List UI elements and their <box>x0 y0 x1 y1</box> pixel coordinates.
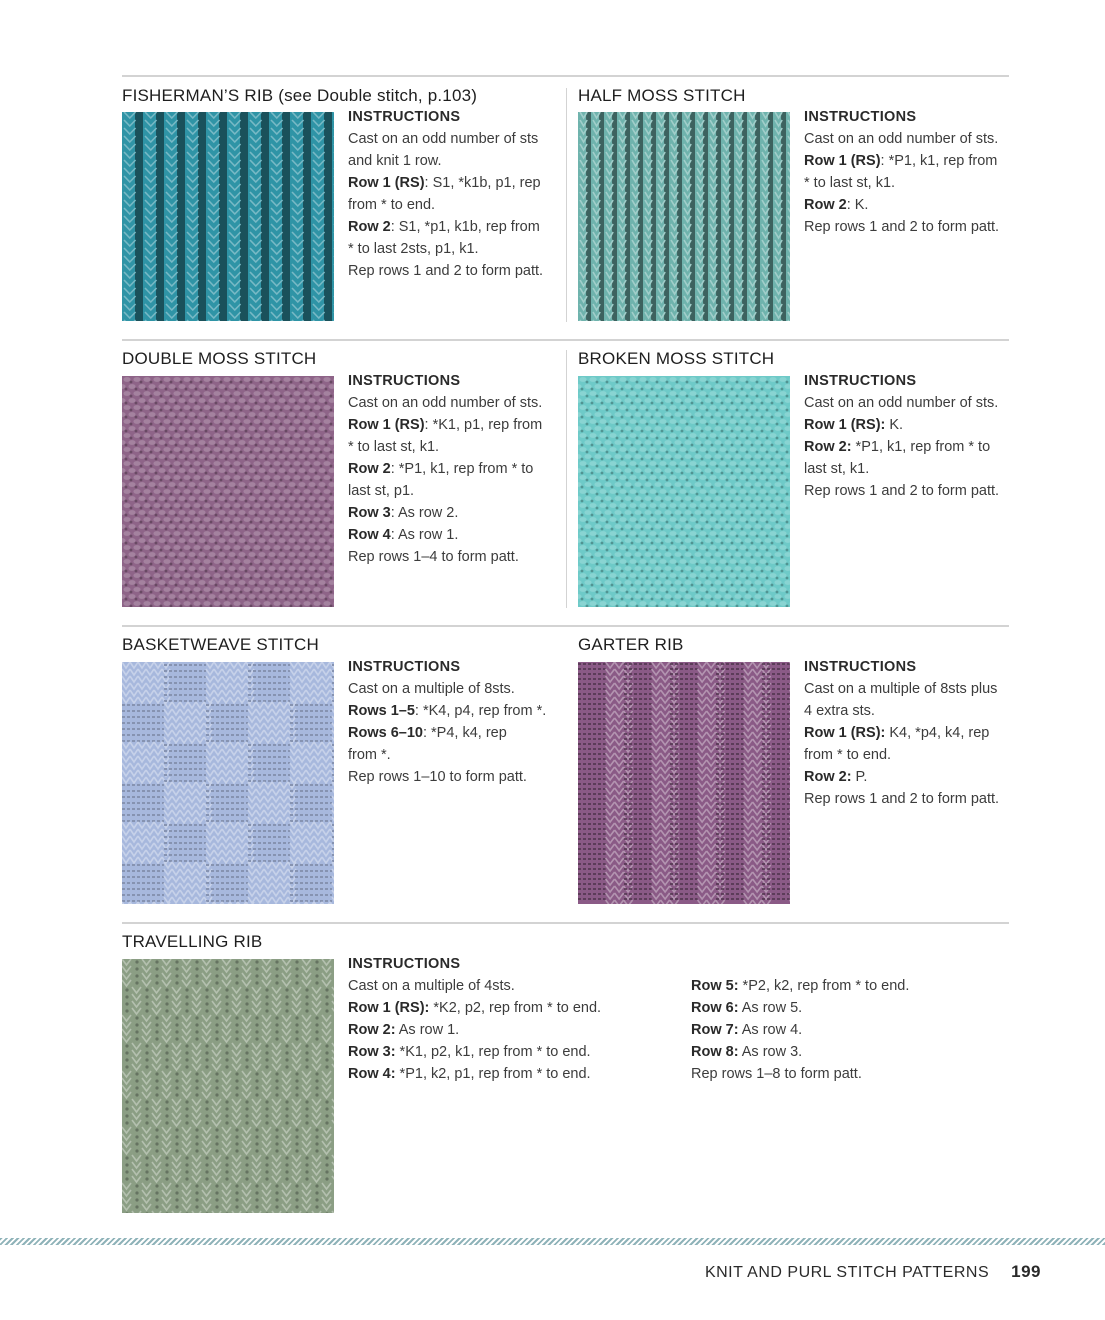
row-text: *K2, p2, rep from * to end. <box>429 1000 602 1016</box>
swatch-travelling-rib <box>122 959 334 1213</box>
knit-texture <box>578 662 790 904</box>
row-text: K4, *p4, k4, rep <box>885 725 990 741</box>
instructions-double-moss <box>348 370 542 568</box>
instruction-line <box>804 414 999 436</box>
row-text: Cast on a multiple of 8sts. <box>348 681 515 697</box>
instruction-line <box>691 975 909 997</box>
row-text: : *K1, p1, rep from <box>424 417 543 433</box>
row-text: Cast on an odd number of sts. <box>348 395 543 411</box>
section-title-broken-moss: BROKEN MOSS STITCH <box>578 349 775 368</box>
row-label: Row 2 <box>804 197 847 213</box>
row-text: Rep rows 1 and 2 to form patt. <box>804 483 1000 499</box>
swatch-double-moss <box>122 376 334 607</box>
knit-texture <box>122 959 334 1213</box>
instruction-line <box>348 150 543 172</box>
row-text: : *P1, k1, rep from * to <box>390 461 534 477</box>
row-text: and knit 1 row. <box>348 153 442 169</box>
instruction-line <box>804 458 999 480</box>
row-text: last st, p1. <box>348 483 415 499</box>
swatch-basketweave <box>122 662 334 904</box>
section-title-garter-rib: GARTER RIB <box>578 635 684 654</box>
row-text: * to last st, k1. <box>348 439 440 455</box>
instruction-line <box>804 700 999 722</box>
instruction-line <box>348 1019 601 1041</box>
row-label: Row 4: <box>348 1066 396 1082</box>
row-label: Row 2 <box>348 219 391 235</box>
row-text: Cast on an odd number of sts. <box>804 131 999 147</box>
instruction-line <box>804 436 999 458</box>
instruction-line <box>348 700 546 722</box>
row-label: Row 4 <box>348 527 391 543</box>
knit-texture <box>578 112 790 321</box>
instruction-line <box>348 436 542 458</box>
row-label: Row 2: <box>804 769 852 785</box>
instruction-line <box>804 480 999 502</box>
instruction-line <box>348 1041 601 1063</box>
instruction-line <box>804 722 999 744</box>
row-label: Row 3 <box>348 505 391 521</box>
column-divider <box>566 350 567 608</box>
instruction-line <box>348 997 601 1019</box>
section-title-fishermans-rib: FISHERMAN’S RIB (see Double stitch, p.103) <box>122 86 478 105</box>
knit-texture <box>122 662 334 904</box>
row-text: As row 3. <box>738 1044 803 1060</box>
instruction-line <box>348 172 543 194</box>
row-text: *P2, k2, rep from * to end. <box>738 978 910 994</box>
instruction-line <box>804 766 999 788</box>
row-text: : S1, *k1b, p1, rep <box>424 175 541 191</box>
instructions-travelling-rib-continued <box>691 975 909 1085</box>
row-label: Row 2: <box>804 439 852 455</box>
row-label: Row 6: <box>691 1000 739 1016</box>
instruction-line <box>348 392 542 414</box>
row-text: As row 1. <box>395 1022 460 1038</box>
instruction-line <box>804 128 999 150</box>
instruction-line <box>804 744 999 766</box>
instruction-line <box>348 260 543 282</box>
row-text: last st, k1. <box>804 461 870 477</box>
swatch-fishermans-rib <box>122 112 334 321</box>
row-label: Rows 1–5 <box>348 703 415 719</box>
row-text: : As row 2. <box>390 505 459 521</box>
swatch-half-moss <box>578 112 790 321</box>
instruction-line <box>348 546 542 568</box>
instruction-line <box>348 766 546 788</box>
instruction-line <box>691 1041 909 1063</box>
instruction-line <box>348 678 546 700</box>
instruction-line <box>691 1019 909 1041</box>
row-label: Row 1 (RS): <box>804 417 886 433</box>
instruction-line <box>348 744 546 766</box>
row-text: Cast on a multiple of 4sts. <box>348 978 515 994</box>
knit-texture <box>578 376 790 607</box>
section-title-half-moss: HALF MOSS STITCH <box>578 86 746 105</box>
row-text: Rep rows 1 and 2 to form patt. <box>348 263 544 279</box>
instruction-line <box>804 788 999 810</box>
row-label: Row 5: <box>691 978 739 994</box>
section-divider <box>122 922 1009 924</box>
row-label: Row 8: <box>691 1044 739 1060</box>
knit-texture <box>122 112 334 321</box>
row-text: : S1, *p1, k1b, rep from <box>390 219 540 235</box>
page-footer <box>705 1262 1041 1282</box>
row-label: Row 3: <box>348 1044 396 1060</box>
row-label: Row 1 (RS) <box>348 175 425 191</box>
row-text: : K. <box>846 197 869 213</box>
row-text: Rep rows 1–8 to form patt. <box>691 1066 862 1082</box>
section-divider <box>122 75 1009 77</box>
row-text: Rep rows 1–10 to form patt. <box>348 769 527 785</box>
row-text: As row 5. <box>738 1000 803 1016</box>
instructions-half-moss <box>804 106 999 238</box>
swatch-garter-rib <box>578 662 790 904</box>
row-label: Row 2 <box>348 461 391 477</box>
row-text: Cast on an odd number of sts. <box>804 395 999 411</box>
row-label: Rows 6–10 <box>348 725 423 741</box>
row-label: Row 1 (RS) <box>804 153 881 169</box>
row-label: Row 1 (RS): <box>348 1000 430 1016</box>
instructions-travelling-rib <box>348 953 601 1085</box>
instruction-line <box>348 722 546 744</box>
instruction-line <box>804 216 999 238</box>
instruction-line <box>804 172 999 194</box>
instruction-line <box>348 194 543 216</box>
instruction-line <box>348 128 543 150</box>
row-text: Cast on a multiple of 8sts plus <box>804 681 998 697</box>
instruction-line <box>804 194 999 216</box>
row-text: * to last 2sts, p1, k1. <box>348 241 479 257</box>
row-label: Row 2: <box>348 1022 396 1038</box>
instructions-heading: INSTRUCTIONS <box>804 659 917 675</box>
instruction-line <box>348 975 601 997</box>
instructions-heading: INSTRUCTIONS <box>348 659 461 675</box>
row-text: *K1, p2, k1, rep from * to end. <box>395 1044 591 1060</box>
page-number: 199 <box>1011 1262 1041 1281</box>
instructions-heading: INSTRUCTIONS <box>804 109 917 125</box>
instruction-line <box>348 480 542 502</box>
row-text: *P1, k2, p1, rep from * to end. <box>395 1066 591 1082</box>
swatch-broken-moss <box>578 376 790 607</box>
row-text: from * to end. <box>348 197 436 213</box>
instruction-line <box>348 458 542 480</box>
row-text: Rep rows 1–4 to form patt. <box>348 549 519 565</box>
row-text: K. <box>885 417 904 433</box>
instruction-line <box>348 238 543 260</box>
row-text: Rep rows 1 and 2 to form patt. <box>804 791 1000 807</box>
instructions-basketweave <box>348 656 546 788</box>
instructions-heading: INSTRUCTIONS <box>348 109 461 125</box>
row-text: * to last st, k1. <box>804 175 896 191</box>
row-text: : *K4, p4, rep from *. <box>414 703 547 719</box>
footer-decorative-border <box>0 1238 1105 1245</box>
instruction-line <box>804 678 999 700</box>
instruction-line <box>691 1063 909 1085</box>
row-text: P. <box>851 769 868 785</box>
instructions-heading: INSTRUCTIONS <box>348 956 461 972</box>
instructions-heading: INSTRUCTIONS <box>348 373 461 389</box>
row-text: from *. <box>348 747 391 763</box>
instruction-line <box>348 216 543 238</box>
instruction-line <box>804 392 999 414</box>
running-footer-title: KNIT AND PURL STITCH PATTERNS <box>704 1264 990 1281</box>
row-label: Row 7: <box>691 1022 739 1038</box>
row-text: Cast on an odd number of sts <box>348 131 539 147</box>
row-text: : As row 1. <box>390 527 459 543</box>
instructions-garter-rib <box>804 656 999 810</box>
section-divider <box>122 625 1009 627</box>
instruction-line <box>348 524 542 546</box>
row-text: As row 4. <box>738 1022 803 1038</box>
row-text: : *P1, k1, rep from <box>880 153 998 169</box>
instruction-line <box>348 414 542 436</box>
instructions-broken-moss <box>804 370 999 502</box>
row-text: Rep rows 1 and 2 to form patt. <box>804 219 1000 235</box>
row-text: : *P4, k4, rep <box>422 725 507 741</box>
row-label: Row 1 (RS): <box>804 725 886 741</box>
row-text: *P1, k1, rep from * to <box>851 439 991 455</box>
instruction-line <box>348 1063 601 1085</box>
instruction-line <box>691 997 909 1019</box>
instruction-line <box>804 150 999 172</box>
row-text: from * to end. <box>804 747 892 763</box>
instructions-fishermans-rib <box>348 106 543 282</box>
section-title-basketweave: BASKETWEAVE STITCH <box>122 635 319 654</box>
column-divider <box>566 88 567 322</box>
instruction-line <box>348 502 542 524</box>
section-divider <box>122 339 1009 341</box>
section-title-double-moss: DOUBLE MOSS STITCH <box>122 349 317 368</box>
instructions-heading: INSTRUCTIONS <box>804 373 917 389</box>
row-label: Row 1 (RS) <box>348 417 425 433</box>
row-text: 4 extra sts. <box>804 703 875 719</box>
knit-texture <box>122 376 334 607</box>
section-title-travelling-rib: TRAVELLING RIB <box>122 932 263 951</box>
